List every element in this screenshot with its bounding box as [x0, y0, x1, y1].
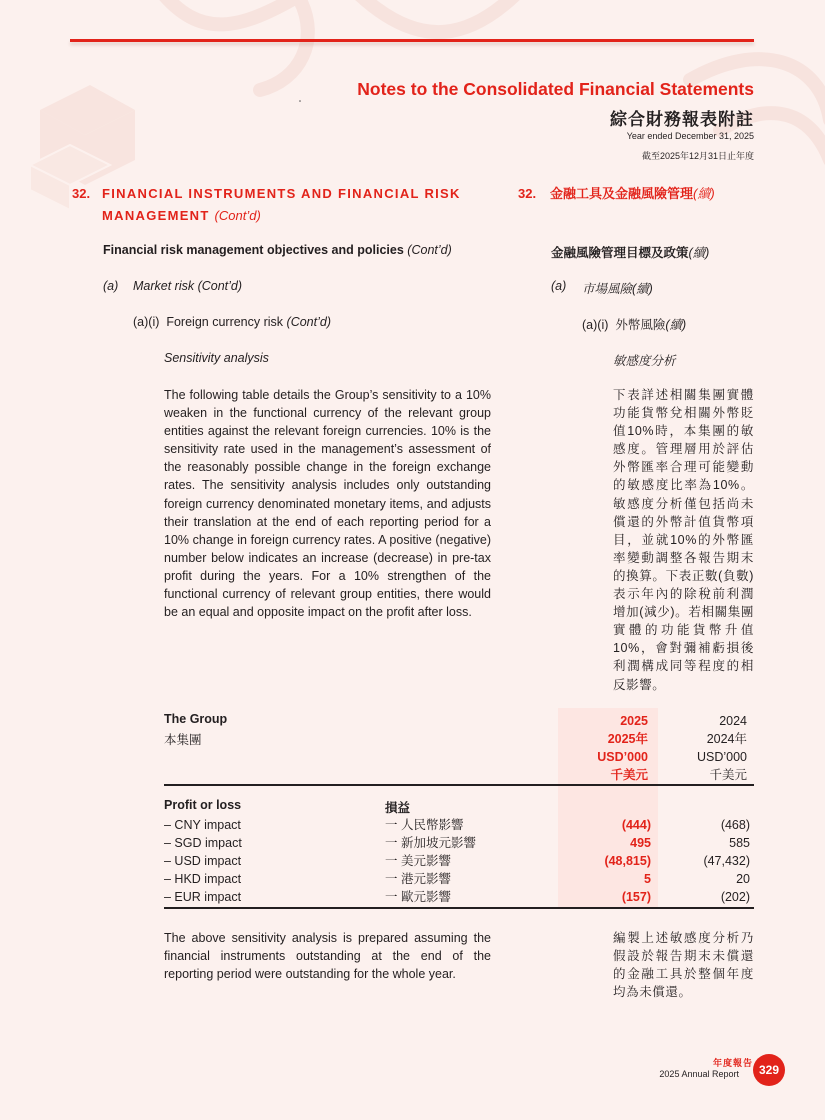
unit-2025-en: USD’000: [597, 750, 648, 764]
header-2025: [597, 712, 648, 784]
subheading-cont-zh: (續): [688, 246, 710, 260]
row-label-zh: 一 歐元影響: [385, 890, 451, 904]
sensitivity-heading-en: Sensitivity analysis: [164, 351, 269, 365]
footer-report-en: 2025 Annual Report: [659, 1069, 739, 1079]
page-title-zh: 綜合財務報表附註: [610, 110, 754, 129]
profit-or-loss-zh: 損益: [385, 801, 411, 815]
value-2025: (48,815): [604, 854, 651, 868]
row-label-zh: 一 新加坡元影響: [385, 836, 476, 850]
row-label-en: – HKD impact: [164, 872, 242, 886]
year-2025-zh: 2025年: [607, 732, 648, 746]
table-row: [164, 888, 754, 906]
value-2024: (47,432): [703, 854, 750, 868]
sensitivity-heading-zh: 敏感度分析: [613, 354, 676, 368]
section-number-zh: 32.: [518, 186, 537, 201]
unit-2024-en: USD’000: [696, 750, 747, 764]
section-cont-en: (Cont’d): [214, 208, 261, 223]
section-title-en-line2: MANAGEMENT: [102, 208, 210, 223]
currency-risk-title-zh: 外幣風險: [615, 318, 666, 332]
period-en: Year ended December 31, 2025: [626, 131, 754, 141]
currency-risk-label-zh: (a)(i): [582, 318, 609, 332]
value-2024: (468): [720, 818, 750, 832]
year-2024: 2024: [719, 714, 747, 728]
table-group-en: The Group: [164, 712, 228, 726]
table-bottom-rule: [164, 907, 754, 909]
table-row: [164, 834, 754, 852]
section-cont-zh: (續): [693, 186, 715, 201]
closing-paragraph-zh: 編製上述敏感度分析乃假設於報告期末未償還的金融工具於整個年度均為未償還。: [613, 931, 754, 1000]
unit-2025-zh: 千美元: [610, 768, 648, 782]
sensitivity-paragraph-zh: 下表詳述相關集團實體功能貨幣兌相關外幣貶值10%時，本集團的敏感度。管理層用於評估外幣匯率合理可能變動的敏感度比率為10%。敏感度分析僅包括尚未償還的外幣計值貨幣項目，並就10%的外幣匯率變動調整各報告期末的換算。下表正數(負數)表示年內的除稅前利潤增加(減少)。若相關集團實體的功能貨幣升值10%，會對彌補虧損後利潤構成同等程度的相反影響。: [613, 388, 754, 692]
currency-risk-cont-zh: (續): [665, 318, 687, 332]
row-label-en: – USD impact: [164, 854, 242, 868]
subheading-en-text: Financial risk management objectives and policies: [103, 243, 404, 257]
row-label-zh: 一 人民幣影響: [385, 818, 464, 832]
section-number: 32.: [72, 186, 91, 201]
value-2025: (444): [621, 818, 651, 832]
subheading-en: [103, 243, 452, 257]
table-row: [164, 816, 754, 834]
sensitivity-paragraph-en: The following table details the Group’s sensitivity to a 10% weaken in the functional currency of the relevant group entities against the relevant foreign currencies. 10% is the sensitivity rate used in the management’s assessment of the reasonably possible change in the foreign exchange rates. The sensitivity analysis includes only outstanding foreign currency denominated monetary items, and adjusts their translation at the end of each reporting period for a 10% change in foreign currency rates. A positive (negative) number below indicates an increase (decrease) in pre-tax profit during the years. For a 10% strengthen of the functional currency of relevant group entities, there would be an equal and opposite impact on the profit after loss.: [164, 388, 491, 620]
currency-risk-cont-en: (Cont’d): [286, 315, 331, 329]
row-label-zh: 一 美元影響: [385, 854, 451, 868]
currency-risk-label: (a)(i): [133, 315, 160, 329]
table-row: [164, 852, 754, 870]
market-risk-label-zh: (a): [551, 279, 567, 293]
row-label-en: – SGD impact: [164, 836, 242, 850]
currency-risk-en: [133, 315, 331, 329]
value-2024: 20: [736, 872, 750, 886]
subheading-cont-en: (Cont’d): [407, 243, 452, 257]
value-2024: 585: [729, 836, 750, 850]
header-rule: [70, 39, 754, 42]
section-title-en-line1: FINANCIAL INSTRUMENTS AND FINANCIAL RISK: [102, 186, 461, 201]
page-title: Notes to the Consolidated Financial Statements: [357, 79, 754, 99]
value-2025: 5: [644, 872, 651, 886]
market-risk-en: Market risk (Cont’d): [133, 279, 243, 293]
subheading-zh: [551, 243, 709, 261]
subheading-zh-text: 金融風險管理目標及政策: [551, 246, 689, 260]
period-zh: 截至2025年12月31日止年度: [641, 151, 754, 161]
row-label-en: – EUR impact: [164, 890, 242, 904]
table-group-zh: 本集團: [164, 733, 202, 747]
section-title-zh: 金融工具及金融風險管理: [550, 186, 694, 201]
section-heading-en: [72, 183, 492, 227]
year-2025: 2025: [620, 714, 648, 728]
row-label-zh: 一 港元影響: [385, 872, 451, 886]
value-2025: (157): [621, 890, 651, 904]
market-risk-label: (a): [103, 279, 119, 293]
year-2024-zh: 2024年: [706, 732, 747, 746]
row-label-en: – CNY impact: [164, 818, 241, 832]
unit-2024-zh: 千美元: [709, 768, 747, 782]
closing-paragraph-en: The above sensitivity analysis is prepared assuming the financial instruments outstanding at the end of the reporting period were outstanding for the whole year.: [164, 931, 491, 982]
currency-risk-zh: [582, 315, 686, 333]
section-heading-zh: [518, 183, 715, 205]
market-risk-zh: 市場風險(續): [582, 282, 653, 296]
currency-risk-title-en: Foreign currency risk: [166, 315, 284, 329]
header-2024: [697, 712, 747, 784]
table-row: [164, 870, 754, 888]
table-header-rule: [164, 784, 754, 786]
value-2024: (202): [720, 890, 750, 904]
value-2025: 495: [630, 836, 651, 850]
page-number: 329: [753, 1054, 785, 1086]
profit-or-loss-en: Profit or loss: [164, 798, 242, 812]
footer-report-zh: 年度報告: [712, 1058, 753, 1068]
